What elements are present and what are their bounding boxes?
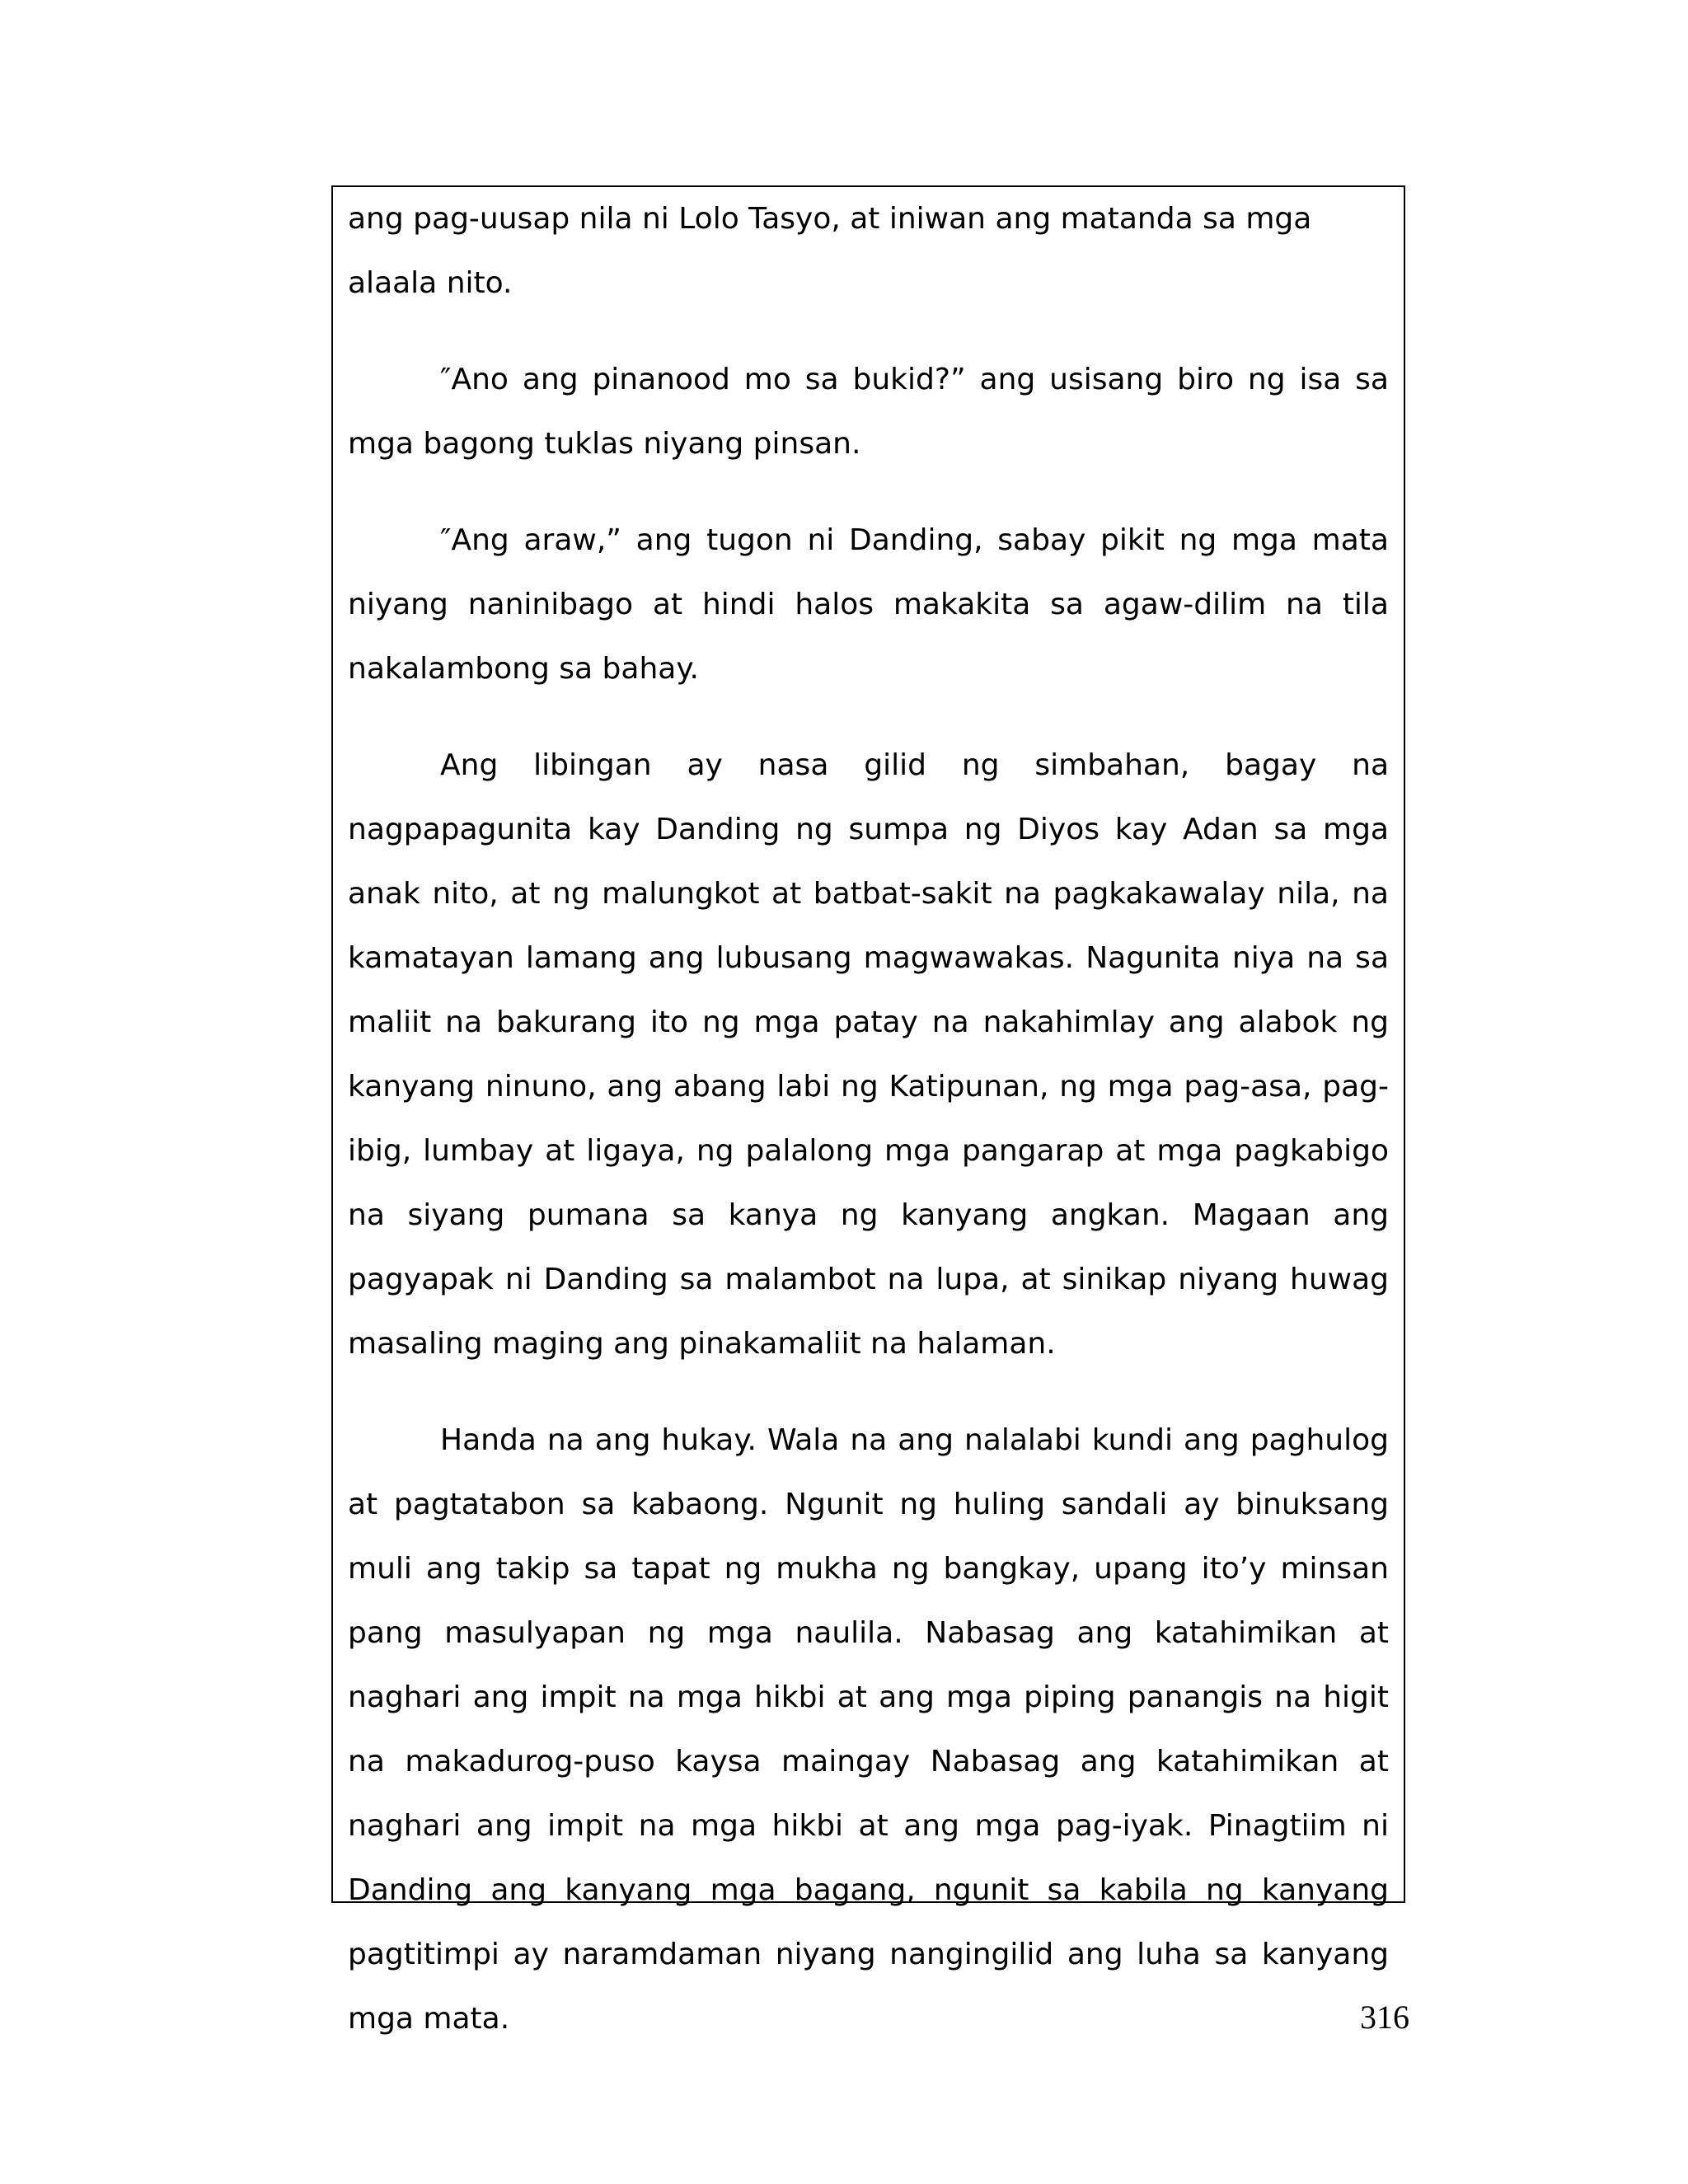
paragraph-2: ″Ano ang pinanood mo sa bukid?” ang usisang biro ng isa sa mga bagong tuklas niyang pinsan.: [348, 363, 1389, 461]
paragraph-4: Ang libingan ay nasa gilid ng simbahan, bagay na nagpapagunita kay Danding ng sumpa ng Diyos kay Adan sa mga anak nito, at ng malungkot at batbat-sakit na pagkakawalay nila, na kamatayan lamang ang lubusang magwawakas. Nagunita niya na sa maliit na bakurang ito ng mga patay na nakahimlay ang alabok ng kanyang ninuno, ang abang labi ng Katipunan, ng mga pag-asa, pag- ibig, lumbay at ligaya, ng palalong mga pangarap at mga pagkabigo na siyang pumana sa kanya ng kanyang angkan. Magaan ang pagyapak ni Danding sa malambot na lupa, at sinikap niyang huwag masaling maging ang pinakamaliit na halaman.: [348, 748, 1389, 1361]
page-number: 316: [1360, 1999, 1409, 2036]
paragraph-3: ″Ang araw,” ang tugon ni Danding, sabay pikit ng mga mata niyang naninibago at hindi halos makakita sa agaw-dilim na tila nakalambong sa bahay.: [348, 523, 1389, 686]
paragraph-5: Handa na ang hukay. Wala na ang nalalabi kundi ang paghulog at pagtatabon sa kabaong. Ngunit ng huling sandali ay binuksang muli ang takip sa tapat ng mukha ng bangkay, upang ito’y minsan pang masulyapan ng mga naulila. Nabasag ang katahimikan at naghari ang impit na mga hikbi at ang mga piping panangis na higit na makadurog-puso kaysa maingay Nabasag ang katahimikan at naghari ang impit na mga hikbi at ang mga pag-iyak. Pinagtiim ni Danding ang kanyang mga bagang, ngunit sa kabila ng kanyang pagtitimpi ay naramdaman niyang nangingilid ang luha sa kanyang mga mata.: [348, 1423, 1389, 2036]
paragraph-1: ang pag-uusap nila ni Lolo Tasyo, at iniwan ang matanda sa mga alaala nito.: [348, 202, 1312, 300]
